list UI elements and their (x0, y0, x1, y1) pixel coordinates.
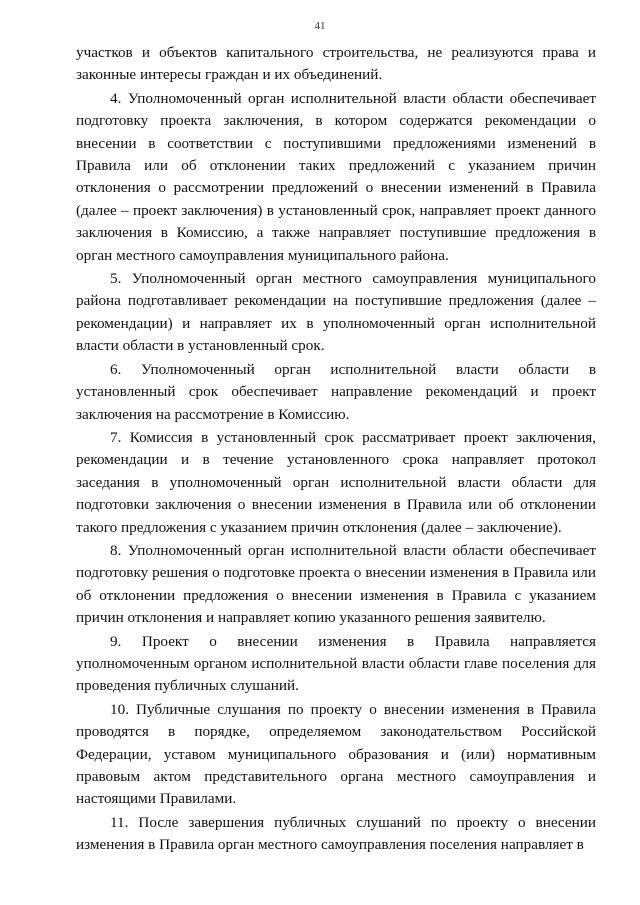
paragraph-item-4: 4. Уполномоченный орган исполнительной власти области обеспечивает подготовку проекта заключения, в котором содержатся рекомендации о внесении в соответствии с поступившими предложениями изменений в Правила или об отклонении таких предложений с указанием причин отклонения о рассмотрении предложений о внесении изменений в Правила (далее – проект заключения) в установленный срок, направляет проект данного заключения в Комиссию, а также направляет поступившие предложения в орган местного самоуправления муниципального района. (76, 89, 596, 264)
paragraph-item-7: 7. Комиссия в установленный срок рассматривает проект заключения, рекомендации и в течение установленного срока направляет протокол заседания в уполномоченный орган исполнительной власти области для подготовки заключения о внесении изменения в Правила или об отклонении такого предложения с указанием причин отклонения (далее – заключение). (76, 428, 596, 536)
paragraph-item-8: 8. Уполномоченный орган исполнительной власти области обеспечивает подготовку решения о подготовке проекта о внесении изменения в Правила или об отклонении предложения о внесении изменения в Правила с указанием причин отклонения и направляет копию указанного решения заявителю. (76, 541, 596, 627)
paragraph-item-6: 6. Уполномоченный орган исполнительной власти области в установленный срок обеспечивает направление рекомендаций и проект заключения на рассмотрение в Комиссию. (76, 360, 596, 423)
document-body (76, 42, 596, 857)
paragraph-continuation: участков и объектов капитального строительства, не реализуются права и законные интересы граждан и их объединений. (76, 44, 596, 84)
paragraph-item-5: 5. Уполномоченный орган местного самоуправления муниципального района подготавливает рекомендации на поступившие предложения (далее – рекомендации) и направляет их в уполномоченный орган исполнительной власти области в установленный срок. (76, 270, 596, 355)
paragraph-item-9: 9. Проект о внесении изменения в Правила направляется уполномоченным органом исполнительной власти области главе поселения для проведения публичных слушаний. (76, 632, 596, 695)
page-number: 41 (314, 20, 326, 32)
paragraph-item-10: 10. Публичные слушания по проекту о внесении изменения в Правила проводятся в порядке, определяемом законодательством Российской Федерации, уставом муниципального образования и (или) нормативным правовым актом представительного органа местного самоуправления и настоящими Правилами. (76, 700, 596, 808)
paragraph-item-11: 11. После завершения публичных слушаний по проекту о внесении изменения в Правила орган местного самоуправления поселения направляет в (76, 813, 596, 854)
